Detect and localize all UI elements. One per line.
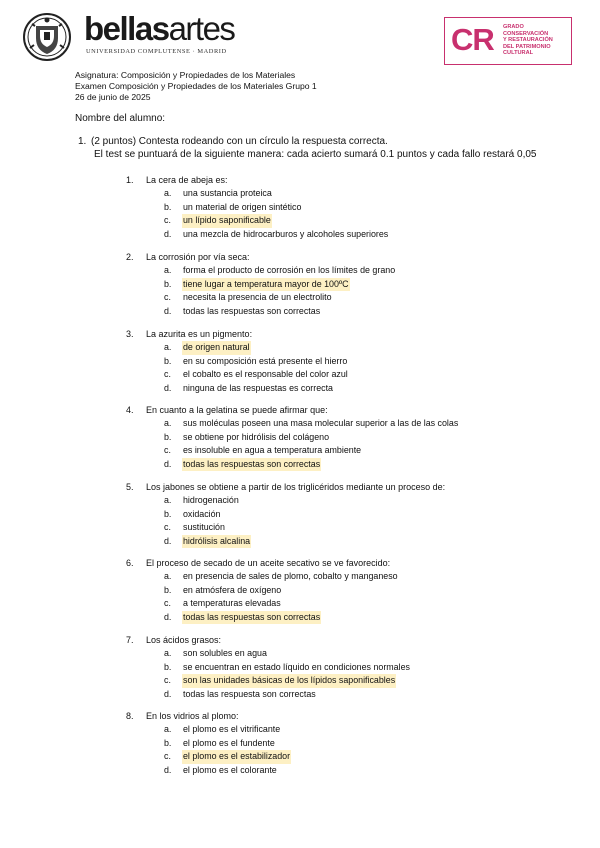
degree-logo-letters: CR (451, 22, 494, 57)
answer-option[interactable] (126, 521, 566, 535)
option-text: el plomo es el estabilizador (182, 750, 291, 764)
part-title: (2 puntos) Contesta rodeando con un círculo la respuesta correcta. (91, 136, 388, 147)
answer-option[interactable] (126, 723, 566, 737)
answer-option[interactable] (126, 661, 566, 675)
option-letter: d. (164, 611, 172, 622)
question-text: La cera de abeja es: (146, 175, 228, 185)
question-heading (126, 403, 566, 417)
answer-option[interactable] (126, 737, 566, 751)
option-letter: a. (164, 342, 172, 352)
question-text: Los jabones se obtiene a partir de los triglicéridos mediante un proceso de: (146, 482, 446, 492)
answer-option-correct[interactable] (126, 214, 566, 228)
option-text: forma el producto de corrosión en los límites de grano (183, 265, 396, 275)
question-number: 7. (126, 635, 134, 645)
answer-option[interactable] (126, 431, 566, 445)
question-heading (126, 250, 566, 264)
option-text: todas las respuestas son correctas (182, 611, 321, 625)
part-number: 1. (78, 136, 87, 147)
question-number: 5. (126, 482, 134, 492)
option-text: el plomo es el colorante (183, 764, 277, 775)
option-text: oxidación (183, 508, 221, 519)
answer-option[interactable] (126, 764, 566, 778)
option-letter: b. (164, 355, 172, 366)
exam-title: Examen Composición y Propiedades de los Materiales Grupo 1 (75, 81, 317, 91)
option-text: hidrogenación (183, 495, 239, 505)
answer-option[interactable] (126, 584, 566, 598)
option-text: una sustancia proteica (183, 188, 272, 198)
question-text: En los vidrios al plomo: (146, 711, 239, 721)
question-2 (126, 250, 566, 318)
option-letter: d. (164, 228, 172, 239)
question-text: La azurita es un pigmento: (146, 329, 253, 339)
question-number: 1. (126, 175, 134, 185)
answer-option[interactable] (126, 264, 566, 278)
option-text: todas las respuestas son correctas (183, 305, 321, 316)
answer-option-correct[interactable] (126, 278, 566, 292)
option-letter: d. (164, 305, 172, 316)
question-text: Los ácidos grasos: (146, 635, 222, 645)
option-letter: a. (164, 495, 172, 505)
option-letter: d. (164, 458, 172, 469)
question-heading (126, 633, 566, 647)
answer-option[interactable] (126, 187, 566, 201)
answer-option[interactable] (126, 368, 566, 382)
question-5 (126, 480, 566, 548)
answer-option[interactable] (126, 382, 566, 396)
option-text: ninguna de las respuestas es correcta (183, 382, 333, 393)
option-text: sus moléculas poseen una masa molecular superior a las de las colas (183, 418, 459, 428)
question-number: 2. (126, 252, 134, 262)
option-letter: c. (164, 369, 171, 379)
option-letter: c. (164, 215, 171, 225)
option-text: tiene lugar a temperatura mayor de 100ºC (182, 278, 350, 292)
question-number: 8. (126, 711, 134, 721)
answer-option-correct[interactable] (126, 341, 566, 355)
question-8 (126, 709, 566, 777)
option-letter: b. (164, 431, 172, 442)
question-number: 3. (126, 329, 134, 339)
question-3 (126, 327, 566, 395)
subject-line: Asignatura: Composición y Propiedades de los Materiales (75, 70, 296, 80)
bellasartes-logo: bellasartes (84, 10, 235, 47)
option-text: un lípido saponificable (182, 214, 272, 228)
option-text: el plomo es el fundente (183, 737, 275, 748)
question-7 (126, 633, 566, 701)
answer-option[interactable] (126, 688, 566, 702)
exam-date: 26 de junio de 2025 (75, 92, 151, 102)
answer-option[interactable] (126, 355, 566, 369)
answer-option[interactable] (126, 508, 566, 522)
option-letter: d. (164, 764, 172, 775)
option-text: es insoluble en agua a temperatura ambiente (183, 445, 362, 455)
option-text: en atmósfera de oxígeno (183, 584, 282, 595)
option-letter: c. (164, 598, 171, 608)
option-letter: a. (164, 265, 172, 275)
answer-option[interactable] (126, 444, 566, 458)
option-text: todas las respuestas son correctas (182, 458, 321, 472)
option-text: en presencia de sales de plomo, cobalto y manganeso (183, 571, 398, 581)
question-heading (126, 173, 566, 187)
answer-option[interactable] (126, 597, 566, 611)
answer-option[interactable] (126, 305, 566, 319)
option-text: una mezcla de hidrocarburos y alcoholes superiores (183, 228, 389, 239)
answer-option[interactable] (126, 417, 566, 431)
option-text: se encuentran en estado líquido en condiciones normales (183, 661, 410, 672)
question-6 (126, 556, 566, 624)
question-heading (126, 709, 566, 723)
option-letter: c. (164, 445, 171, 455)
option-text: el plomo es el vitrificante (183, 724, 281, 734)
answer-option[interactable] (126, 570, 566, 584)
option-letter: b. (164, 737, 172, 748)
option-text: a temperaturas elevadas (183, 598, 281, 608)
option-letter: a. (164, 188, 172, 198)
answer-option-correct[interactable] (126, 535, 566, 549)
option-text: de origen natural (182, 341, 251, 355)
option-text: necesita la presencia de un electrolito (183, 292, 332, 302)
option-letter: c. (164, 292, 171, 302)
degree-logo-text: GRADO CONSERVACIÓN Y RESTAURACIÓN DEL PATRIMONIO CULTURAL (503, 24, 553, 57)
question-heading (126, 480, 566, 494)
logo-subtitle: UNIVERSIDAD COMPLUTENSE · MADRID (86, 48, 227, 55)
answer-option[interactable] (126, 228, 566, 242)
option-text: se obtiene por hidrólisis del colágeno (183, 431, 330, 442)
option-text: son las unidades básicas de los lípidos saponificables (182, 674, 396, 688)
option-letter: d. (164, 535, 172, 546)
option-text: el cobalto es el responsable del color azul (183, 369, 348, 379)
option-letter: a. (164, 571, 172, 581)
student-name-label: Nombre del alumno: (75, 113, 166, 124)
option-text: todas las respuesta son correctas (183, 688, 316, 699)
answer-option[interactable] (126, 494, 566, 508)
option-letter: d. (164, 688, 172, 699)
option-letter: a. (164, 648, 172, 658)
option-text: sustitución (183, 522, 225, 532)
question-heading (126, 327, 566, 341)
option-letter: c. (164, 675, 171, 685)
answer-option[interactable] (126, 201, 566, 215)
option-text: en su composición está presente el hierro (183, 355, 348, 366)
option-letter: a. (164, 418, 172, 428)
scoring-note: El test se puntuará de la siguiente manera: cada acierto sumará 0.1 puntos y cada fallo restará 0,05 (94, 149, 537, 160)
question-text: En cuanto a la gelatina se puede afirmar que: (146, 405, 328, 415)
answer-option-correct[interactable] (126, 458, 566, 472)
option-text: un material de origen sintético (183, 201, 302, 212)
option-letter: c. (164, 522, 171, 532)
answer-option-correct[interactable] (126, 674, 566, 688)
option-letter: b. (164, 661, 172, 672)
option-letter: b. (164, 508, 172, 519)
university-seal-icon (22, 10, 72, 64)
question-number: 6. (126, 558, 134, 568)
option-letter: b. (164, 278, 172, 289)
option-letter: d. (164, 382, 172, 393)
answer-option-correct[interactable] (126, 750, 566, 764)
degree-logo (444, 17, 572, 65)
answer-option-correct[interactable] (126, 611, 566, 625)
question-1 (126, 173, 566, 241)
option-text: son solubles en agua (183, 648, 267, 658)
option-letter: a. (164, 724, 172, 734)
question-heading (126, 556, 566, 570)
answer-option[interactable] (126, 647, 566, 661)
question-number: 4. (126, 405, 134, 415)
option-letter: c. (164, 751, 171, 761)
question-text: El proceso de secado de un aceite secativo se ve favorecido: (146, 558, 391, 568)
question-4 (126, 403, 566, 471)
option-letter: b. (164, 584, 172, 595)
answer-option[interactable] (126, 291, 566, 305)
question-text: La corrosión por vía seca: (146, 252, 250, 262)
option-text: hidrólisis alcalina (182, 535, 251, 549)
option-letter: b. (164, 201, 172, 212)
